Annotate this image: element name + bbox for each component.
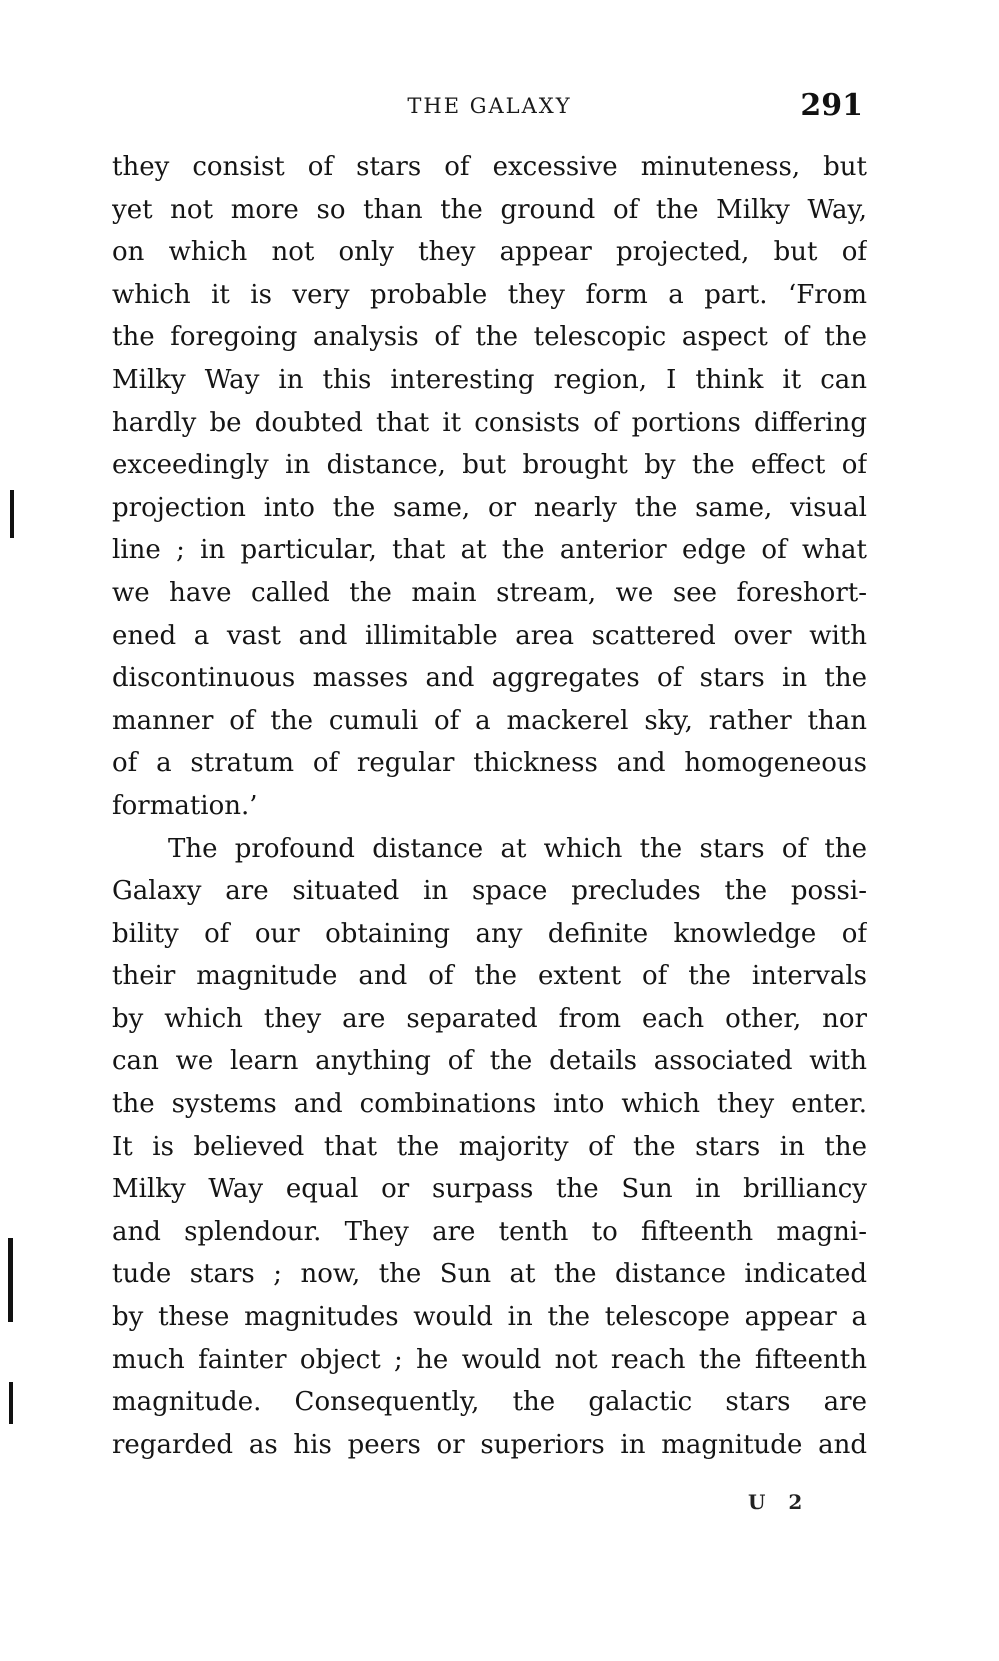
text-line: tude stars ; now, the Sun at the distance indicated xyxy=(112,1259,867,1290)
scan-speck xyxy=(9,1382,13,1424)
running-head xyxy=(112,88,867,128)
text-line: and splendour. They are tenth to fifteenth magni- xyxy=(112,1216,867,1247)
text-line: ened a vast and illimitable area scattered over with xyxy=(112,620,867,651)
running-title: THE GALAXY xyxy=(407,94,572,118)
text-line: projection into the same, or nearly the same, visual xyxy=(112,492,867,523)
text-line: It is believed that the majority of the stars in the xyxy=(112,1131,867,1162)
text-line: by these magnitudes would in the telescope appear a xyxy=(112,1302,867,1333)
text-line: on which not only they appear projected, but of xyxy=(112,237,867,268)
text-line: their magnitude and of the extent of the intervals xyxy=(112,961,867,992)
text-line: bility of our obtaining any definite knowledge of xyxy=(112,918,867,949)
text-line-paragraph-end: formation.’ xyxy=(112,790,258,821)
text-line: they consist of stars of excessive minuteness, but xyxy=(112,152,867,182)
text-line: manner of the cumuli of a mackerel sky, rather than xyxy=(112,705,867,736)
text-line: Galaxy are situated in space precludes the possi- xyxy=(112,876,867,907)
text-line: much fainter object ; he would not reach the fifteenth xyxy=(112,1344,867,1375)
text-line: the systems and combinations into which they enter. xyxy=(112,1089,867,1120)
text-line: we have called the main stream, we see foreshort- xyxy=(112,577,867,608)
text-line: hardly be doubted that it consists of portions differing xyxy=(112,407,867,438)
text-line: discontinuous masses and aggregates of stars in the xyxy=(112,663,867,694)
text-line: exceedingly in distance, but brought by the effect of xyxy=(112,450,867,481)
text-line: regarded as his peers or superiors in magnitude and xyxy=(112,1429,867,1460)
text-line: can we learn anything of the details associated with xyxy=(112,1046,867,1077)
text-line-paragraph-start: The profound distance at which the stars of the xyxy=(168,833,867,864)
text-line: Milky Way in this interesting region, I think it can xyxy=(112,364,867,395)
text-line: line ; in particular, that at the anterior edge of what xyxy=(112,535,867,566)
text-line: Milky Way equal or surpass the Sun in brilliancy xyxy=(112,1174,867,1205)
text-line: magnitude. Consequently, the galactic stars are xyxy=(112,1387,867,1418)
text-line: which it is very probable they form a part. ‘From xyxy=(112,279,867,310)
scan-speck xyxy=(8,1238,13,1322)
text-line: of a stratum of regular thickness and homogeneous xyxy=(112,748,867,779)
text-line: the foregoing analysis of the telescopic aspect of the xyxy=(112,322,867,353)
scan-speck xyxy=(10,490,14,538)
text-line: yet not more so than the ground of the Milky Way, xyxy=(112,194,867,225)
signature-mark: U 2 xyxy=(748,1490,811,1514)
text-line: by which they are separated from each other, nor xyxy=(112,1003,867,1034)
page-number: 291 xyxy=(800,88,863,123)
body-text xyxy=(112,146,867,1466)
